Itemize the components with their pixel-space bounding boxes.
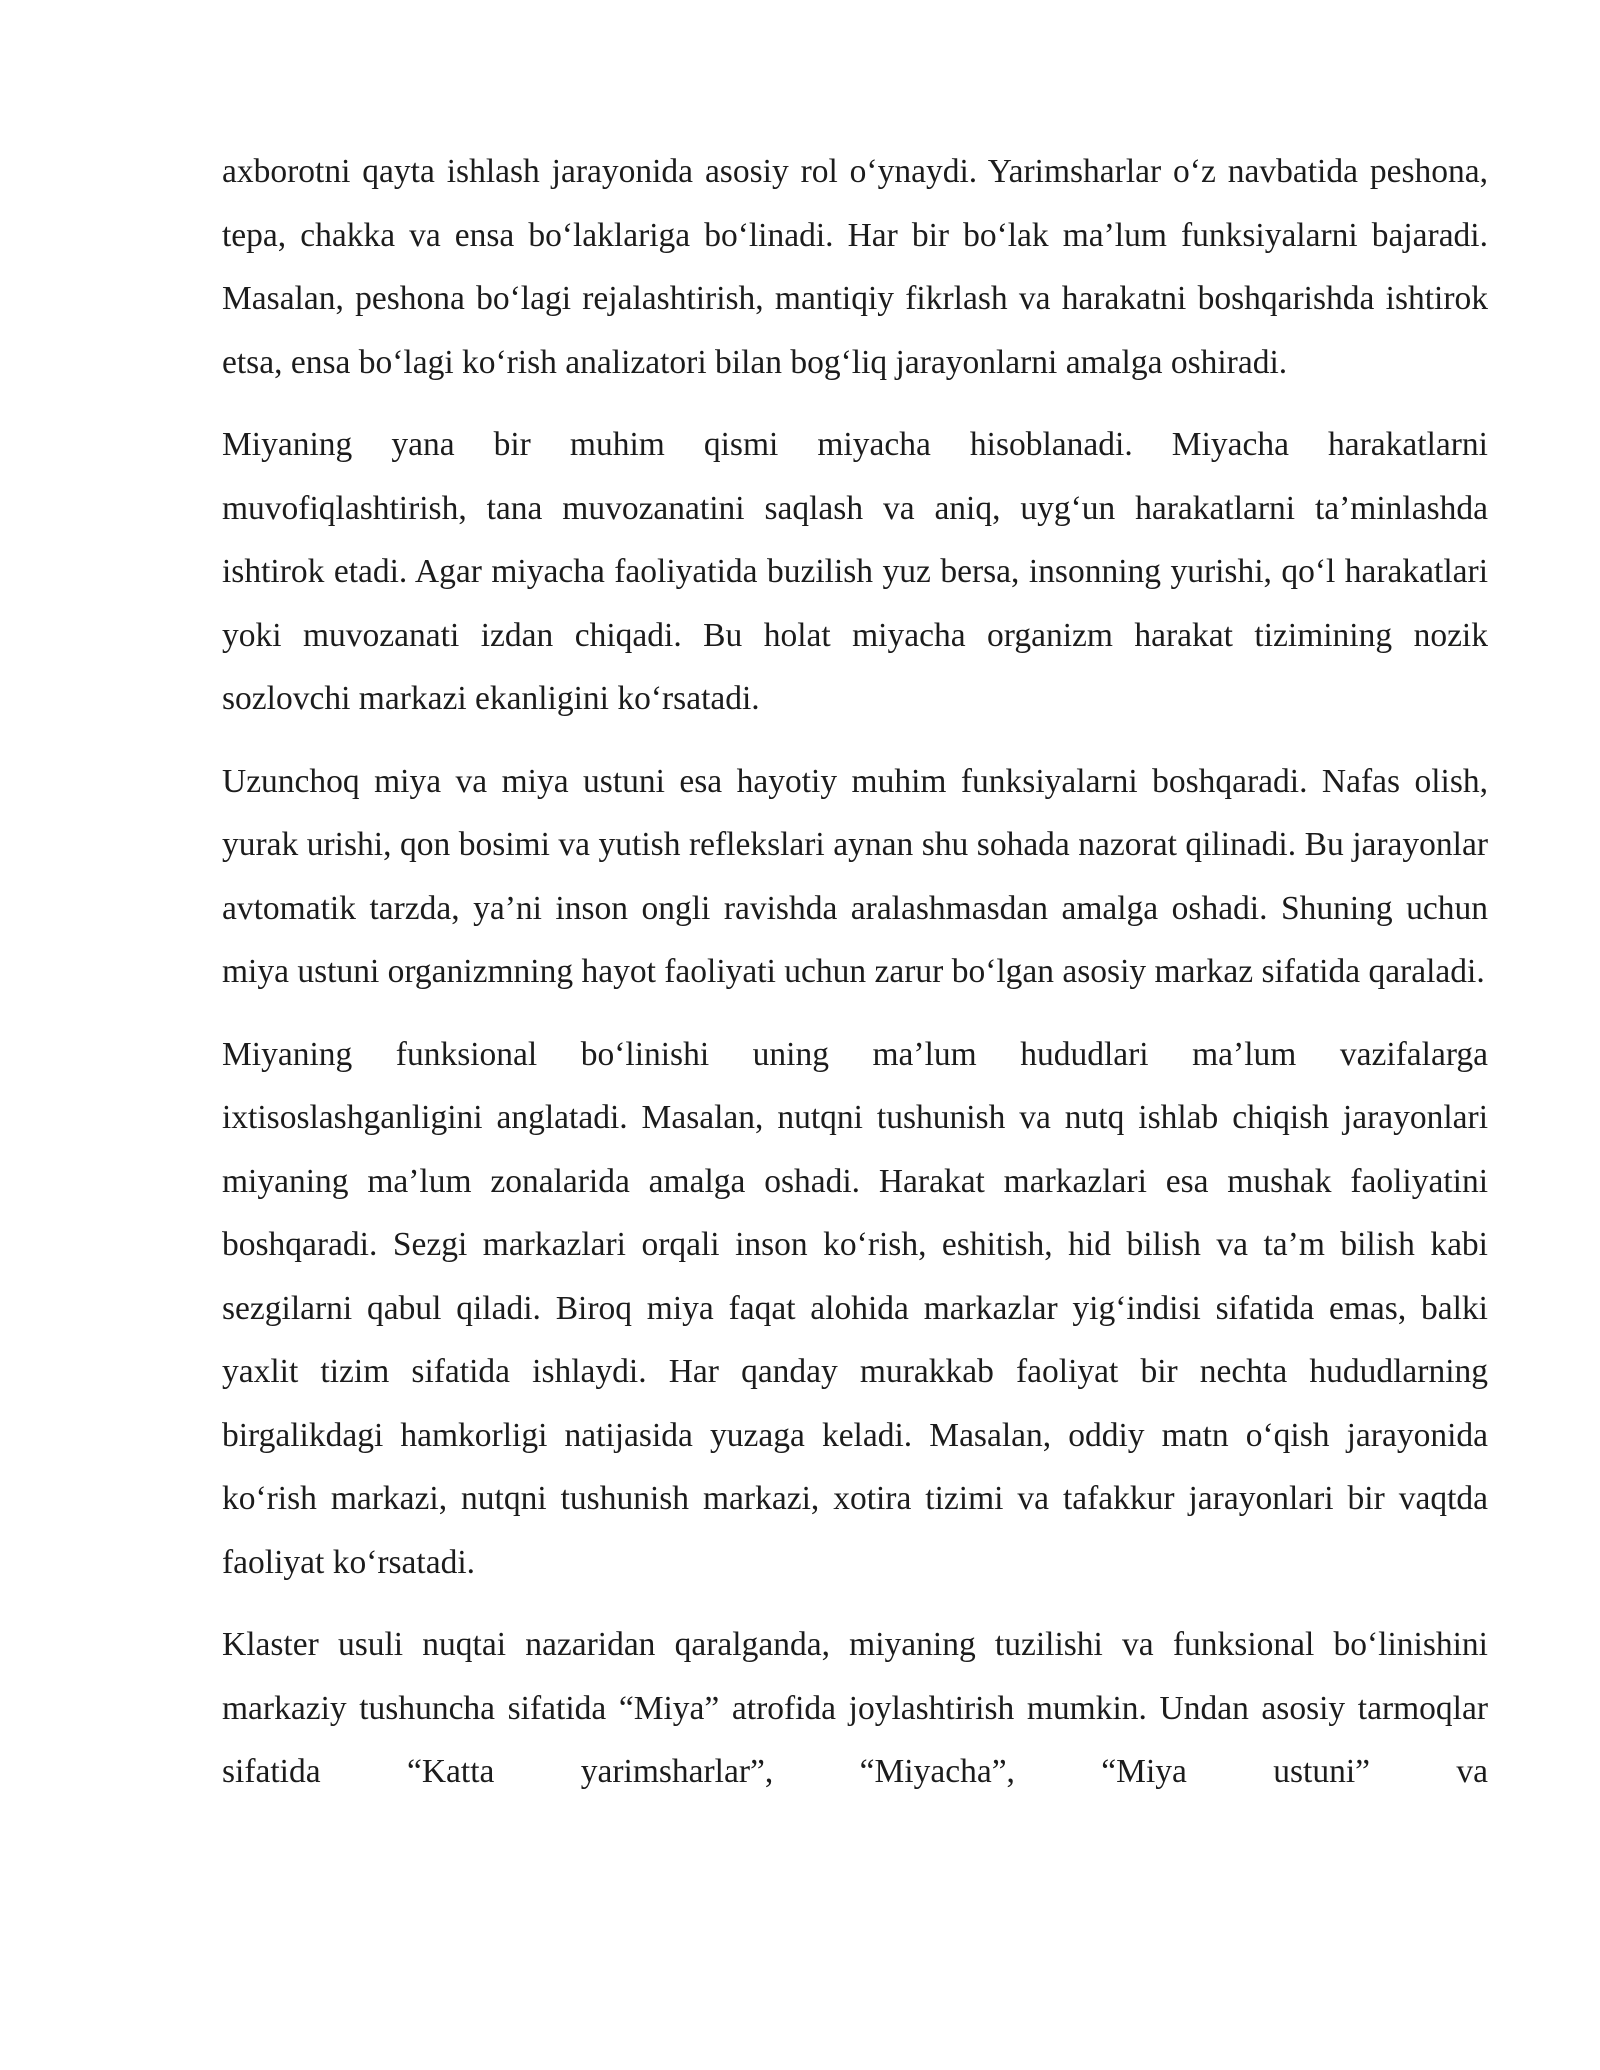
paragraph-last: Klaster usuli nuqtai nazaridan qaralganda, miyaning tuzilishi va funksional bo‘linishini markaziy tushuncha sifatida “Miya” atrofida joylashtirish mumkin. Undan asosiy tarmoqlar sifatida “Katta yarimsharlar”, “Miyacha”, “Miya ustuni” va: [222, 1626, 1488, 1790]
paragraph: Miyaning funksional bo‘linishi uning ma’lum hududlari ma’lum vazifalarga ixtisoslashganligini anglatadi. Masalan, nutqni tushunish va nutq ishlab chiqish jarayonlari miyaning ma’lum zonalarida amalga oshadi. Harakat markazlari esa mushak faoliyatini boshqaradi. Sezgi markazlari orqali inson ko‘rish, eshitish, hid bilish va ta’m bilish kabi sezgilarni qabul qiladi. Biroq miya faqat alohida markazlar yig‘indisi sifatida emas, balki yaxlit tizim sifatida ishlaydi. Har qanday murakkab faoliyat bir nechta hududlarning birgalikdagi hamkorligi natijasida yuzaga keladi. Masalan, oddiy matn o‘qish jarayonida ko‘rish markazi, nutqni tushunish markazi, xotira tizimi va tafakkur jarayonlari bir vaqtda faoliyat ko‘rsatadi.: [222, 1035, 1488, 1581]
paragraph: axborotni qayta ishlash jarayonida asosiy rol o‘ynaydi. Yarimsharlar o‘z navbatida peshona, tepa, chakka va ensa bo‘laklariga bo‘linadi. Har bir bo‘lak ma’lum funksiyalarni bajaradi. Masalan, peshona bo‘lagi rejalashtirish, mantiqiy fikrlash va harakatni boshqarishda ishtirok etsa, ensa bo‘lagi ko‘rish analizatori bilan bog‘liq jarayonlarni amalga oshiradi.: [222, 153, 1488, 381]
paragraph: Uzunchoq miya va miya ustuni esa hayotiy muhim funksiyalarni boshqaradi. Nafas olish, yurak urishi, qon bosimi va yutish reflekslari aynan shu sohada nazorat qilinadi. Bu jarayonlar avtomatik tarzda, ya’ni inson ongli ravishda aralashmasdan amalga oshadi. Shuning uchun miya ustuni organizmning hayot faoliyati uchun zarur bo‘lgan asosiy markaz sifatida qaraladi.: [222, 762, 1488, 990]
document-body: [222, 140, 1488, 1823]
paragraph: Miyaning yana bir muhim qismi miyacha hisoblanadi. Miyacha harakatlarni muvofiqlashtirish, tana muvozanatini saqlash va aniq, uyg‘un harakatlarni ta’minlashda ishtirok etadi. Agar miyacha faoliyatida buzilish yuz bersa, insonning yurishi, qo‘l harakatlari yoki muvozanati izdan chiqadi. Bu holat miyacha organizm harakat tizimining nozik sozlovchi markazi ekanligini ko‘rsatadi.: [222, 426, 1488, 717]
